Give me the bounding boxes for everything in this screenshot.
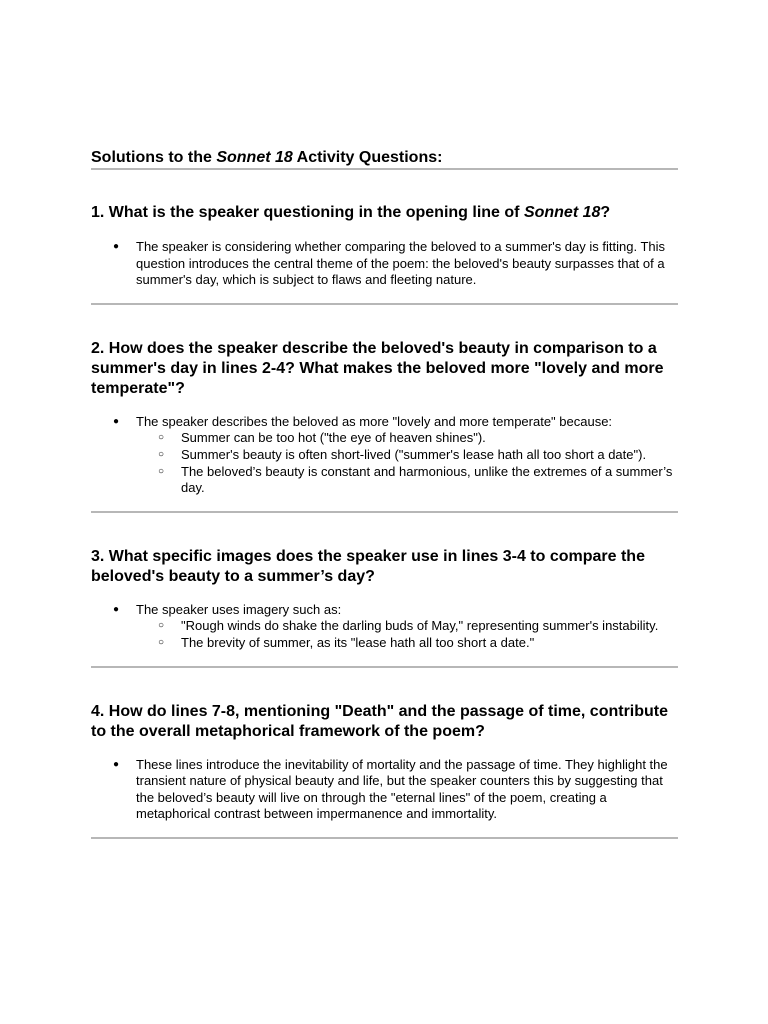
sub-list	[136, 430, 678, 496]
document-title	[91, 148, 678, 168]
sub-item	[136, 464, 678, 497]
heading-text-end: ?	[600, 204, 611, 221]
sub-list	[136, 618, 678, 651]
heading-text: 1. What is the speaker questioning in the opening line of	[91, 204, 524, 221]
answer-item	[91, 239, 678, 289]
title-text: Solutions to the	[91, 149, 217, 166]
answer-item	[91, 757, 678, 823]
bullet-icon: ●	[113, 758, 120, 770]
question-heading: 3. What specific images does the speaker use in lines 3-4 to compare the beloved's beauty to a summer’s day?	[91, 547, 645, 585]
sub-item-text: "Rough winds do shake the darling buds of May," representing summer's instability.	[181, 618, 659, 634]
divider	[91, 303, 678, 305]
title-italic-text: Sonnet 18	[216, 149, 293, 166]
answer-list	[91, 239, 678, 289]
circle-bullet-icon: ○	[158, 636, 165, 648]
sub-item-text: Summer's beauty is often short-lived ("summer's lease hath all too short a date").	[181, 446, 647, 462]
circle-bullet-icon: ○	[158, 620, 165, 632]
sub-item-text: The brevity of summer, as its "lease hath all too short a date."	[181, 634, 535, 650]
answer-item	[91, 414, 678, 497]
answer-text: The speaker is considering whether comparing the beloved to a summer's day is fitting. This question introduces the central theme of the poem: the beloved's beauty surpasses that of a summer's day, which is subject to flaws and fleeting nature.	[136, 239, 666, 288]
question-heading: 4. How do lines 7-8, mentioning "Death" and the passage of time, contribute to the overall metaphorical framework of the poem?	[91, 702, 669, 740]
divider	[91, 666, 678, 668]
answer-item	[91, 602, 678, 652]
heading-italic-text: Sonnet 18	[523, 204, 601, 221]
sub-item	[136, 635, 678, 652]
sub-item-text: Summer can be too hot ("the eye of heaven shines").	[181, 430, 486, 446]
bullet-icon: ●	[113, 603, 120, 615]
circle-bullet-icon: ○	[158, 465, 165, 477]
question-2	[91, 339, 678, 513]
answer-text: The speaker describes the beloved as more "lovely and more temperate" because:	[136, 413, 613, 429]
sub-item-text: The beloved’s beauty is constant and harmonious, unlike the extremes of a summer’s day.	[181, 463, 673, 496]
answer-list	[91, 602, 678, 652]
answer-list	[91, 414, 678, 497]
divider	[91, 511, 678, 513]
sub-item	[136, 618, 678, 635]
question-1	[91, 203, 678, 305]
document-page	[91, 148, 678, 839]
answer-list	[91, 757, 678, 823]
question-heading: 2. How does the speaker describe the beloved's beauty in comparison to a summer's day in lines 2-4? What makes the beloved more "lovely and more temperate"?	[91, 339, 664, 397]
bullet-icon: ●	[113, 415, 120, 427]
question-3	[91, 547, 678, 668]
question-4	[91, 702, 678, 839]
answer-text: These lines introduce the inevitability of mortality and the passage of time. They highlight the transient nature of physical beauty and life, but the speaker counters this by suggesting that the beloved’s beauty will live on through the "eternal lines" of the poem, creating a metaphorical contrast between impermanence and immortality.	[136, 756, 668, 822]
circle-bullet-icon: ○	[158, 448, 165, 460]
sub-item	[136, 430, 678, 447]
bullet-icon: ●	[113, 241, 120, 252]
sub-item	[136, 447, 678, 464]
circle-bullet-icon: ○	[158, 432, 165, 444]
divider	[91, 168, 678, 170]
question-heading	[91, 203, 678, 223]
answer-text: The speaker uses imagery such as:	[136, 601, 342, 617]
divider	[91, 837, 678, 839]
title-text-end: Activity Questions:	[292, 149, 443, 166]
